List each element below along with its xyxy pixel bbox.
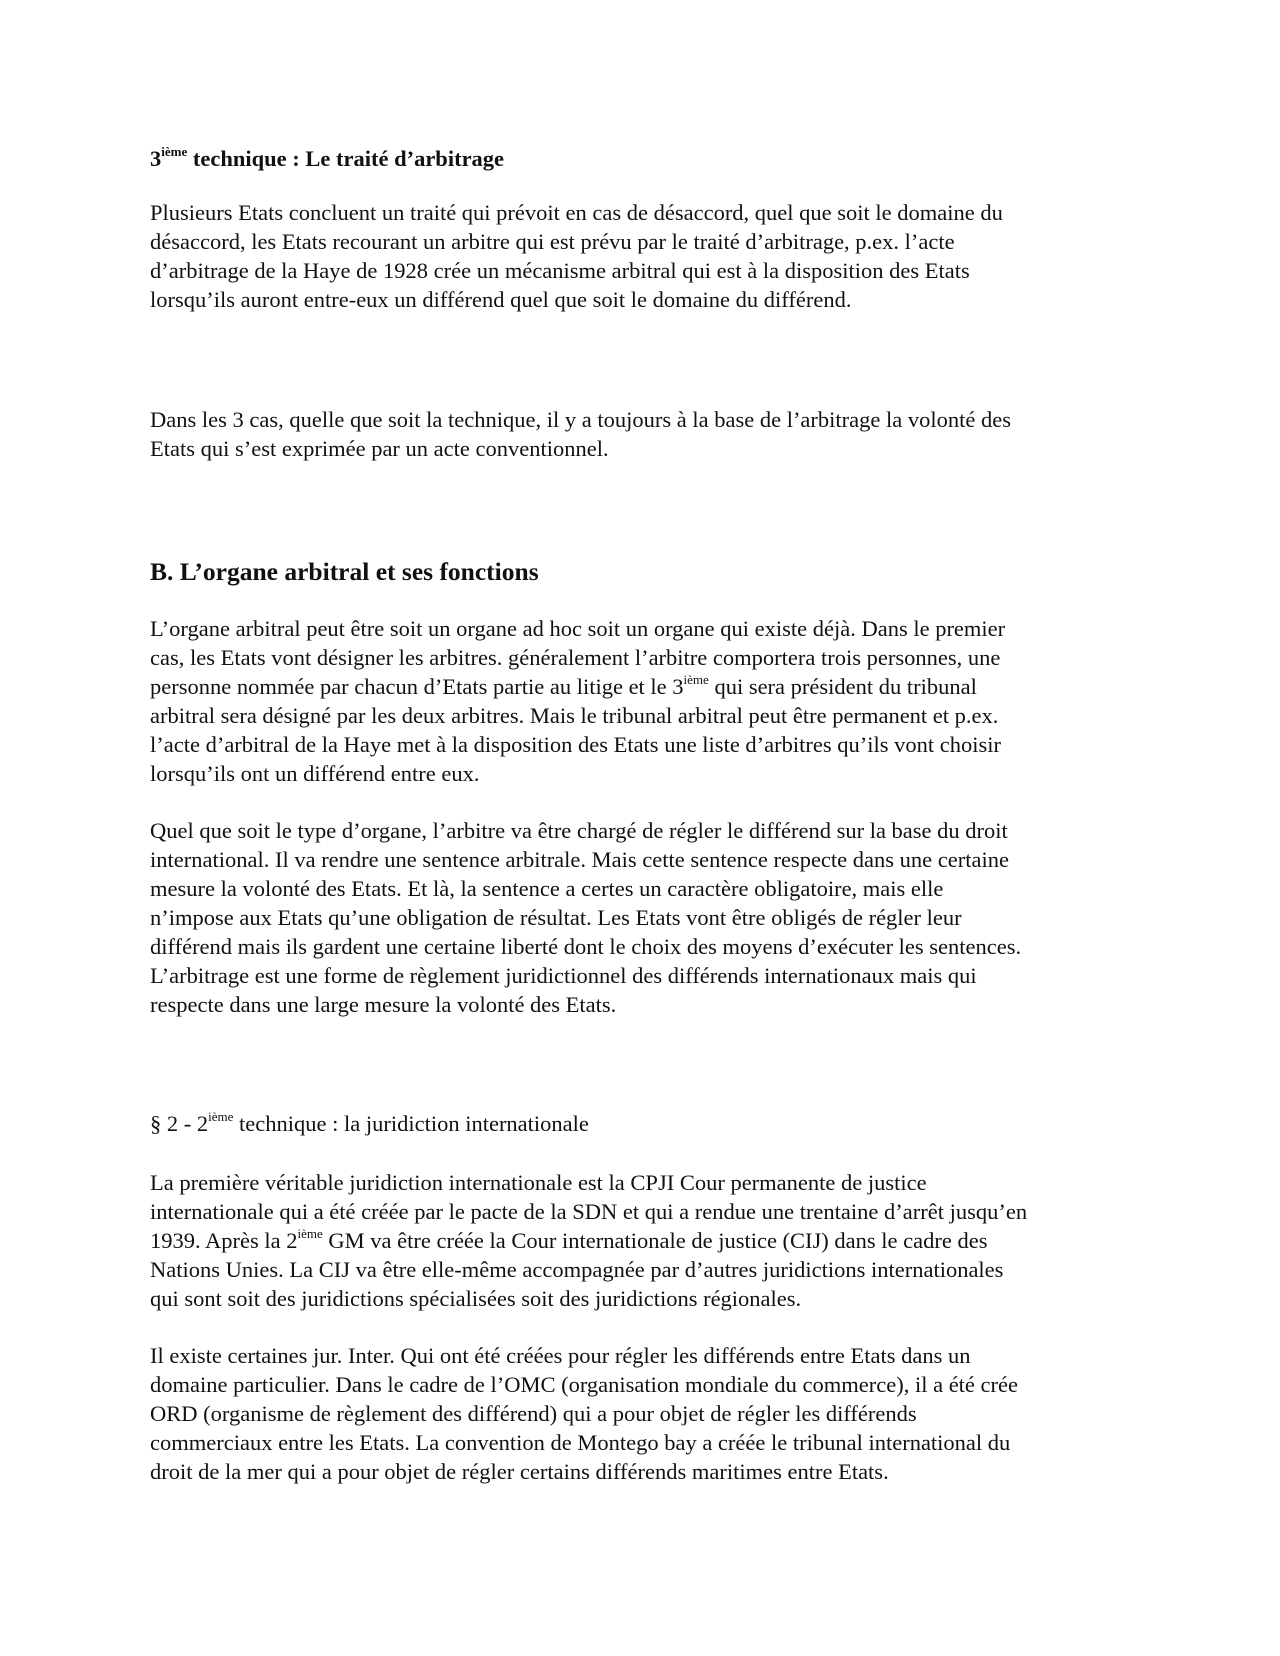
heading-text: technique : la juridiction internationale: [233, 1111, 589, 1136]
section-b-heading: B. L’organe arbitral et ses fonctions: [150, 557, 539, 586]
paragraph-line: Plusieurs Etats concluent un traité qui prévoit en cas de désaccord, quel que soit le domaine du: [150, 200, 1003, 225]
paragraph-line: qui sont soit des juridictions spécialisées soit des juridictions régionales.: [150, 1286, 802, 1311]
technique-3-heading: [150, 144, 1140, 173]
specialised-jurisdictions-paragraph: [150, 1341, 1140, 1486]
paragraph-line: L’arbitrage est une forme de règlement juridictionnel des différends internationaux mais qui: [150, 963, 977, 988]
three-cases-paragraph: [150, 405, 1140, 463]
line-text: GM va être créée la Cour internationale de justice (CIJ) dans le cadre des: [322, 1228, 988, 1253]
superscript: ième: [208, 1108, 234, 1124]
paragraph-line: cas, les Etats vont désigner les arbitres. généralement l’arbitre comportera trois personnes, une: [150, 645, 1001, 670]
paragraph-line: droit de la mer qui a pour objet de régler certains différends maritimes entre Etats.: [150, 1459, 889, 1484]
paragraph-line: d’arbitrage de la Haye de 1928 crée un mécanisme arbitral qui est à la disposition des Etats: [150, 258, 970, 283]
paragraph-line: internationale qui a été créée par le pacte de la SDN et qui a rendue une trentaine d’arrêt jusqu’en: [150, 1199, 1028, 1224]
paragraph-line: [150, 1226, 1140, 1255]
paragraph-line: mesure la volonté des Etats. Et là, la sentence a certes un caractère obligatoire, mais elle: [150, 876, 944, 901]
heading-text: § 2 - 2: [150, 1111, 209, 1136]
paragraph-line: lorsqu’ils auront entre-eux un différend quel que soit le domaine du différend.: [150, 287, 852, 312]
paragraph-2-heading: [150, 1109, 1140, 1138]
paragraph-line: Quel que soit le type d’organe, l’arbitre va être chargé de régler le différend sur la base du droit: [150, 818, 1008, 843]
paragraph-line: lorsqu’ils ont un différend entre eux.: [150, 761, 480, 786]
paragraph-line: Dans les 3 cas, quelle que soit la technique, il y a toujours à la base de l’arbitrage la volonté des: [150, 407, 1011, 432]
technique-3-paragraph: [150, 198, 1140, 314]
type-organe-paragraph: [150, 816, 1140, 1019]
paragraph-line: différend mais ils gardent une certaine liberté dont le choix des moyens d’exécuter les sentences.: [150, 934, 1022, 959]
paragraph-line: L’organe arbitral peut être soit un organe ad hoc soit un organe qui existe déjà. Dans le premier: [150, 616, 1006, 641]
paragraph-line: Il existe certaines jur. Inter. Qui ont été créées pour régler les différends entre Etats dans un: [150, 1343, 971, 1368]
line-text: qui sera président du tribunal: [708, 674, 977, 699]
paragraph-line: [150, 672, 1140, 701]
paragraph-line: l’acte d’arbitral de la Haye met à la disposition des Etats une liste d’arbitres qu’ils vont choisir: [150, 732, 1002, 757]
cpji-paragraph: [150, 1168, 1140, 1313]
paragraph-line: domaine particulier. Dans le cadre de l’OMC (organisation mondiale du commerce), il a été crée: [150, 1372, 1018, 1397]
technique-3-title-text: technique : Le traité d’arbitrage: [187, 146, 505, 171]
paragraph-line: international. Il va rendre une sentence arbitrale. Mais cette sentence respecte dans une certaine: [150, 847, 1009, 872]
paragraph-line: désaccord, les Etats recourant un arbitre qui est prévu par le traité d’arbitrage, p.ex. l’acte: [150, 229, 955, 254]
superscript: ième: [297, 1225, 323, 1241]
line-text: 1939. Après la 2: [150, 1228, 298, 1253]
technique-3-superscript: ième: [161, 143, 188, 159]
superscript: ième: [683, 671, 709, 687]
paragraph-line: arbitral sera désigné par les deux arbitres. Mais le tribunal arbitral peut être permanent et p.ex.: [150, 703, 999, 728]
paragraph-line: ORD (organisme de règlement des différend) qui a pour objet de régler les différends: [150, 1401, 917, 1426]
paragraph-line: La première véritable juridiction internationale est la CPJI Cour permanente de justice: [150, 1170, 927, 1195]
paragraph-line: Etats qui s’est exprimée par un acte conventionnel.: [150, 436, 609, 461]
line-text: personne nommée par chacun d’Etats partie au litige et le 3: [150, 674, 684, 699]
technique-3-number: 3: [150, 146, 162, 171]
paragraph-line: n’impose aux Etats qu’une obligation de résultat. Les Etats vont être obligés de régler leur: [150, 905, 962, 930]
paragraph-line: Nations Unies. La CIJ va être elle-même accompagnée par d’autres juridictions internationales: [150, 1257, 1004, 1282]
organe-paragraph: [150, 614, 1140, 788]
paragraph-line: commerciaux entre les Etats. La convention de Montego bay a créée le tribunal international du: [150, 1430, 1011, 1455]
paragraph-line: respecte dans une large mesure la volonté des Etats.: [150, 992, 617, 1017]
